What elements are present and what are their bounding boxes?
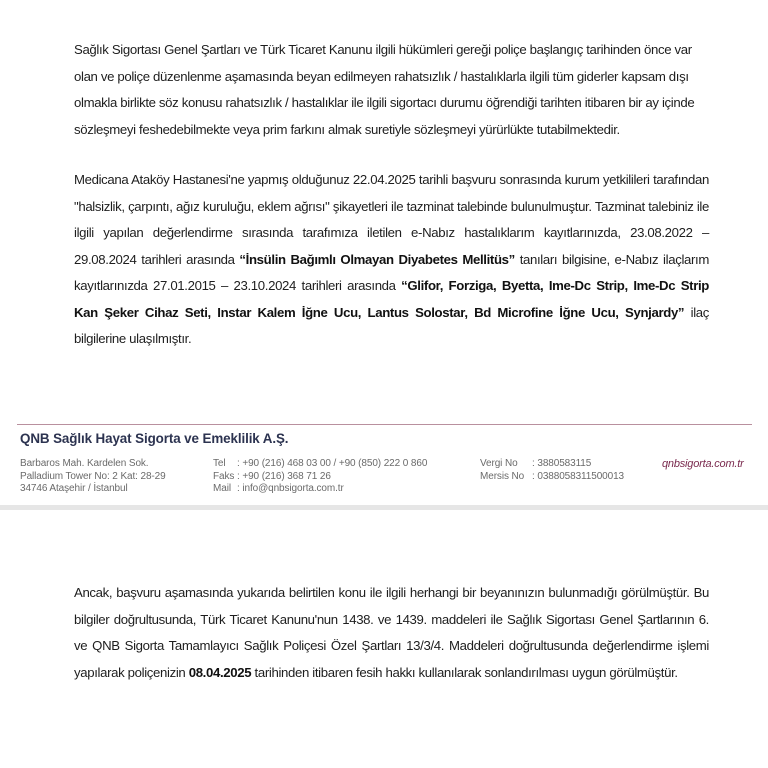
paragraph-claim-details [74, 167, 709, 353]
tax-number-label: Vergi No [480, 458, 518, 469]
footer-divider [17, 424, 752, 425]
phone-value: : +90 (216) 468 03 00 / +90 (850) 222 0 860 [237, 458, 428, 469]
termination-date-bold: 08.04.2025 [188, 664, 252, 680]
phone-label: Tel [213, 458, 226, 469]
document-page-bottom [0, 510, 768, 768]
phone-row [213, 458, 427, 471]
mail-value: : info@qnbsigorta.com.tr [237, 483, 344, 494]
company-website: qnbsigorta.com.tr [662, 458, 744, 470]
mail-label: Mail [213, 483, 231, 494]
mail-row [213, 483, 427, 496]
paragraph-policy-terms [74, 37, 709, 143]
mersis-number-label: Mersis No [480, 470, 525, 482]
tax-number-row [480, 458, 624, 471]
footer-address [20, 458, 166, 496]
diagnosis-bold-text: “İnsülin Bağımlı Olmayan Diyabetes Mellitüs” [239, 251, 515, 267]
decision-text-part-2: tarihinden itibaren fesih hakkı kullanılarak sonlandırılması uygun görülmüştür. [251, 664, 678, 680]
mersis-number-row [480, 471, 624, 484]
claim-text-part-3: ilaç bilgilerine ulaşılmıştır. [74, 304, 710, 346]
fax-label: Faks [213, 470, 235, 482]
decision-text-part-1: Ancak, başvuru aşamasında yukarıda belirtilen konu ile ilgili herhangi bir beyanınızın bulunmadığı görülmüştür. Bu bilgiler doğrultusunda, Türk Ticaret Kanunu'nun 1438. ve 1439. maddeleri ile Sağlık Sigortası Genel Şartlarının 6. ve QNB Sigorta Tamamlayıcı Sağlık Poliçesi Özel Şartları 13/3/4. Maddeleri doğrultusunda değerlendirme işlemi yapılarak poliçenizin [74, 585, 709, 680]
tax-number-value: : 3880583115 [532, 458, 592, 469]
paragraph-decision [74, 580, 709, 686]
claim-text-part-2: tanıları bilgisine, e-Nabız ilaçlarım kayıtlarınızda 27.01.2015 – 23.10.2024 tarihleri arasında [74, 251, 709, 293]
company-name: QNB Sağlık Hayat Sigorta ve Emeklilik A.Ş. [20, 431, 289, 446]
footer-contact [213, 458, 427, 496]
claim-text-part-1: Medicana Ataköy Hastanesi'ne yapmış olduğunuz 22.04.2025 tarihli başvuru sonrasında kurum yetkilileri tarafından "halsizlik, çarpıntı, ağız kuruluğu, eklem ağrısı" şikayetleri ile tazminat talebinde bulunulmuştur. Tazminat talebiniz ile ilgili yapılan değerlendirme sırasında tarafımıza iletilen e-Nabız hastalıklarım kayıtlarınızda, 23.08.2022 – 29.08.2024 tarihleri arasında [74, 172, 709, 267]
fax-row [213, 471, 427, 484]
medications-bold-text: “Glifor, Forziga, Byetta, Ime-Dc Strip, Ime-Dc Strip Kan Şeker Cihaz Seti, Instar Kalem İğne Ucu, Lantus Solostar, Bd Microfine İğne Ucu, Synjardy” [74, 278, 709, 320]
mersis-number-value: : 0388058311500013 [532, 470, 624, 482]
paragraph-policy-terms-text: Sağlık Sigortası Genel Şartları ve Türk Ticaret Kanunu ilgili hükümleri gereği poliçe başlangıç tarihinden önce var olan ve poliçe düzenlenme aşamasında beyan edilmeyen rahatsızlık / hastalıklarla ilgili tüm giderler kapsam dışı olmakla birlikte söz konusu rahatsızlık / hastalıklar ile ilgili sigortacı durumu öğrendiği tarihten itibaren bir ay içinde sözleşmeyi feshedebilmekte veya prim farkını almak suretiyle sözleşmeyi yürürlükte tutabilmektedir. [74, 42, 695, 137]
footer-registry [480, 458, 624, 483]
address-line-3: 34746 Ataşehir / İstanbul [20, 483, 128, 494]
fax-value: : +90 (216) 368 71 26 [237, 470, 331, 482]
address-line-1: Barbaros Mah. Kardelen Sok. [20, 458, 149, 469]
address-line-2: Palladium Tower No: 2 Kat: 28-29 [20, 470, 166, 482]
